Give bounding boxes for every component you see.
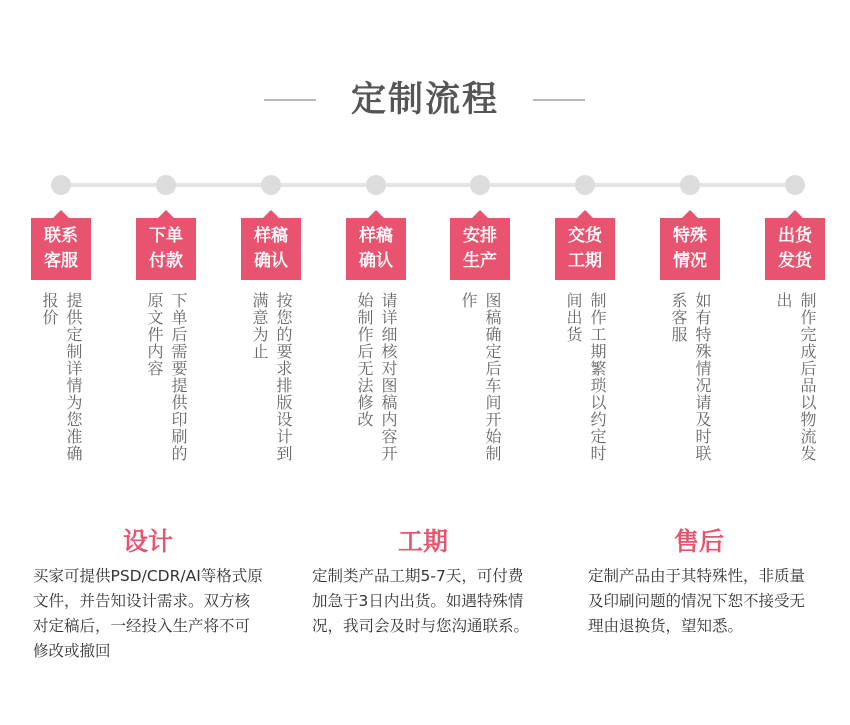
step-badge [31, 218, 91, 280]
step-badge [660, 218, 720, 280]
timeline-dot [156, 175, 176, 195]
step-label-line2: 付款 [149, 251, 183, 271]
step-label-line1: 样稿 [359, 226, 393, 246]
timeline-dot [680, 175, 700, 195]
title-divider-right [533, 99, 585, 101]
timeline-dot [470, 175, 490, 195]
step-label-line1: 交货 [568, 226, 602, 246]
step-badge [555, 218, 615, 280]
step-label-line2: 确认 [254, 251, 288, 271]
step-badge [346, 218, 406, 280]
info-title: 设计 [122, 527, 173, 556]
step-label-line2: 确认 [359, 251, 393, 271]
step-label-line1: 联系 [44, 226, 78, 246]
step-label-line2: 生产 [463, 251, 497, 271]
step-description: 按您的要求排版设计到满意为止 [250, 292, 293, 462]
timeline-dot [785, 175, 805, 195]
step-label-line2: 工期 [568, 251, 602, 271]
step-label-line2: 发货 [778, 251, 812, 271]
step-label-line2: 客服 [44, 251, 78, 271]
timeline-dot [575, 175, 595, 195]
step-description: 请详细核对图稿内容开始制作后无法修改 [355, 292, 398, 462]
step-description: 下单后需要提供印刷的原文件内容 [145, 292, 188, 462]
step-badge [450, 218, 510, 280]
step-label-line1: 出货 [778, 226, 812, 246]
step-description: 图稿确定后车间开始制作 [459, 292, 502, 462]
step-badge [765, 218, 825, 280]
page-title: 定制流程 [350, 80, 499, 120]
step-badge [241, 218, 301, 280]
timeline-dot [51, 175, 71, 195]
info-title: 售后 [673, 527, 724, 556]
step-label-line1: 下单 [149, 226, 183, 246]
step-description: 提供定制详情为您准确报价 [40, 292, 83, 462]
info-aftersales [588, 522, 810, 639]
step-description: 制作完成后品以物流发出 [774, 292, 817, 462]
step-label-line1: 特殊 [673, 226, 707, 246]
info-title: 工期 [397, 527, 448, 556]
header [0, 72, 850, 128]
step-description: 如有特殊情况请及时联系客服 [669, 292, 712, 462]
step-description: 制作工期繁琐以约定时间出货 [564, 292, 607, 462]
info-schedule [312, 522, 534, 639]
step-label-line1: 样稿 [254, 226, 288, 246]
info-text: 买家可提供PSD/CDR/AI等格式原文件，并告知设计需求。双方核对定稿后，一经投入生产将不可修改或撤回 [33, 567, 263, 660]
timeline-dot [366, 175, 386, 195]
info-design [33, 522, 263, 664]
timeline-dot [261, 175, 281, 195]
step-label-line2: 情况 [673, 251, 707, 271]
step-label-line1: 安排 [463, 226, 497, 246]
info-text: 定制产品由于其特殊性，非质量及印刷问题的情况下恕不接受无理由退换货，望知悉。 [588, 567, 806, 635]
step-badge [136, 218, 196, 280]
info-text: 定制类产品工期5-7天，可付费加急于3日内出货。如遇特殊情况，我司会及时与您沟通联系。 [312, 567, 530, 635]
